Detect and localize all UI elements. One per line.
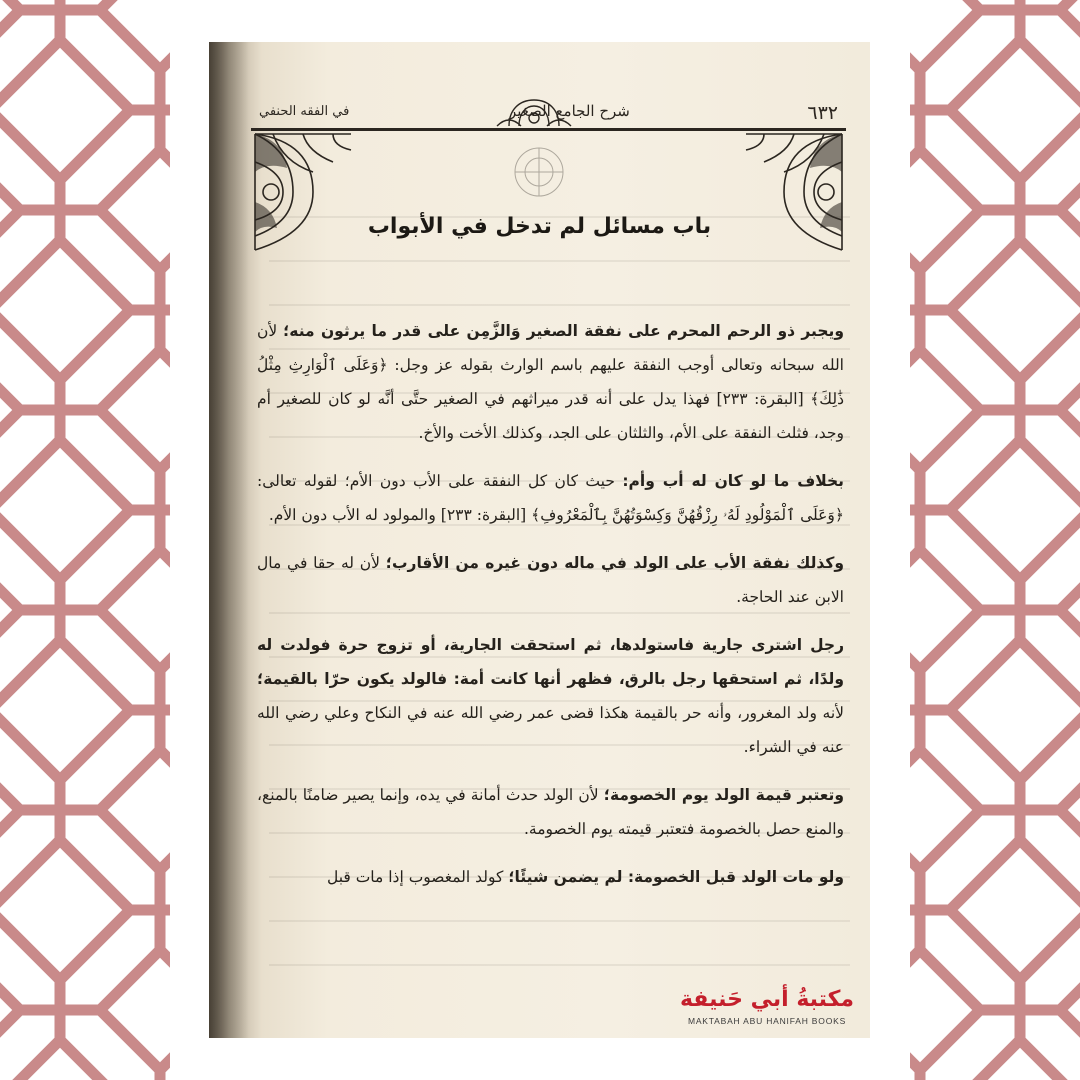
paragraph-lead: ويجبر ذو الرحم المحرم على نفقة الصغير وَالزَّمِن على قدر ما يرثون منه؛ <box>283 322 844 340</box>
faint-mandala-icon <box>469 142 609 202</box>
book-subtitle: في الفقه الحنفي <box>259 104 350 119</box>
right-mandala-corner-icon <box>744 132 844 252</box>
book-title: شرح الجامع الصغير <box>509 102 630 120</box>
paragraph-lead: وتعتبر قيمة الولد يوم الخصومة؛ <box>603 786 844 804</box>
paragraph-lead: بخلاف ما لو كان له أب وأم: <box>622 472 844 490</box>
chapter-title: باب مسائل لم تدخل في الأبواب <box>367 214 712 239</box>
paragraph <box>257 314 844 450</box>
paragraph-text: حيث كان كل النفقة على الأب دون الأم؛ لقوله تعالى: ﴿وَعَلَى ٱلْمَوْلُودِ لَهُۥ رِزْقُهُنَّ وَكِسْوَتُهُنَّ بِٱلْمَعْرُوفِ﴾ [البقرة: ٢٣٣] والمولود له الأب دون الأم. <box>257 472 844 524</box>
paragraph-text: لأن له حقا في مال الابن عند الحاجة. <box>257 554 844 606</box>
page-number: ٦٣٢ <box>807 102 838 124</box>
header-ornament-icon <box>489 96 579 130</box>
paragraph-text: لأن الولد حدث أمانة في يده، وإنما يصير ضامنًا بالمنع، والمنع حصل بالخصومة فتعتبر قيمته يوم الخصومة. <box>257 786 844 838</box>
book-page <box>209 42 870 1038</box>
page-spine-shadow <box>209 42 249 1038</box>
paragraph-text: لأنه ولد المغرور، وأنه حر بالقيمة هكذا قضى عمر رضي الله عنه في النكاح وعلي رضي الله عنه في الشراء. <box>257 704 844 756</box>
body-text <box>257 314 844 908</box>
paragraph <box>257 628 844 764</box>
paragraph-text: لأن الله سبحانه وتعالى أوجب النفقة عليهم باسم الوارث بقوله عز وجل: ﴿وَعَلَى ٱلْوَارِثِ مِثْلُ ذَٰلِكَ﴾ [البقرة: ٢٣٣] فهذا يدل على أنه قدر ميراثهم في الصغير حتَّى أنَّه لو كان للصغير أم وجد، فثلث النفقة على الأم، والثلثان على الجد، وكذلك الأخت والأخ. <box>257 322 844 442</box>
paragraph-lead: وكذلك نفقة الأب على الولد في ماله دون غيره من الأقارب؛ <box>385 554 844 572</box>
paragraph-lead: رجل اشترى جارية فاستولدها، ثم استحقت الجارية، أو تزوج حرة فولدت له ولدًا، ثم استحقها رجل بالرق، فظهر أنها كانت أمة: فالولد يكون حرّا بالقيمة؛ <box>257 636 844 688</box>
paragraph <box>257 464 844 532</box>
left-geometric-pattern <box>0 0 170 1080</box>
paragraph <box>257 778 844 846</box>
paragraph-lead: ولو مات الولد قبل الخصومة: لم يضمن شيئًا؛ <box>508 868 844 886</box>
publisher-logo <box>672 986 862 1038</box>
right-geometric-pattern <box>910 0 1080 1080</box>
logo-arabic-text: مكتبةُ أبي حَنيفة <box>679 987 855 1012</box>
logo-english-text: MAKTABAH ABU HANIFAH BOOKS <box>687 1016 847 1026</box>
paragraph-text: كولد المغصوب إذا مات قبل <box>326 868 509 886</box>
paragraph <box>257 546 844 614</box>
paragraph <box>257 860 844 894</box>
